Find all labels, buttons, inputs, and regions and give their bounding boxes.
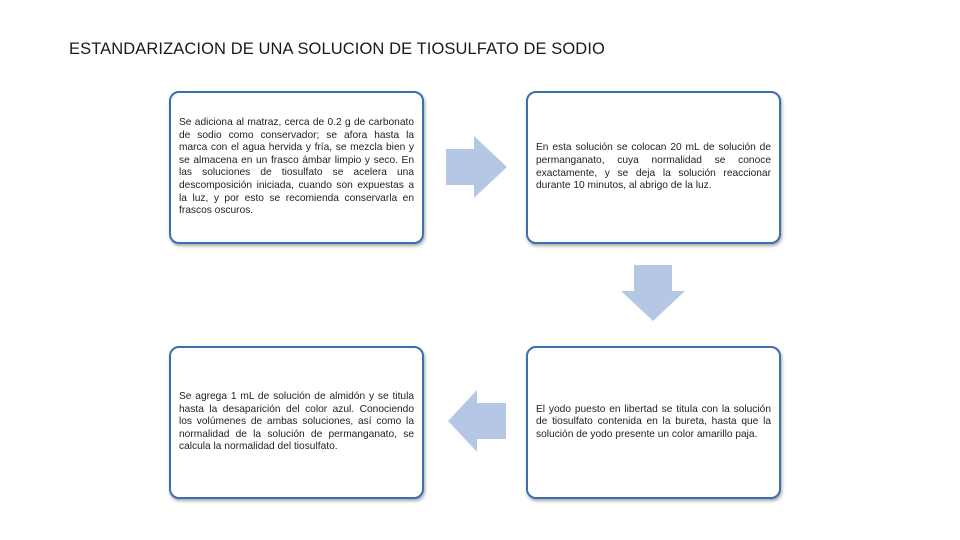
process-step-2 bbox=[526, 91, 781, 244]
arrow-right-shape bbox=[446, 136, 507, 198]
process-step-1-text: Se adiciona al matraz, cerca de 0.2 g de carbonato de sodio como conservador; se afora hasta la marca con el agua hervida y fría, se mezcla bien y se almacena en un frasco ámbar limpio y seco. En las soluciones de tiosulfato se acelera una descomposición iniciada, cuando son expuestas a la luz, y por esto se recomienda conservarla en frascos oscuros. bbox=[179, 117, 414, 217]
arrow-left-icon bbox=[447, 389, 507, 453]
arrow-left-shape bbox=[448, 390, 506, 452]
process-step-3-text: El yodo puesto en libertad se titula con la solución de tiosulfato contenida en la bureta, hasta que la solución de yodo presente un color amarillo paja. bbox=[536, 403, 771, 440]
process-step-2-text: En esta solución se colocan 20 mL de solución de permanganato, cuya normalidad se conoce exactamente, y se deja la solución reaccionar durante 10 minutos, al abrigo de la luz. bbox=[536, 142, 771, 192]
process-step-4 bbox=[169, 346, 424, 499]
process-step-4-text: Se agrega 1 mL de solución de almidón y se titula hasta la desaparición del color azul. Conociendo los volúmenes de ambas soluciones, así como la normalidad de la solución de permanganato, se calcula la normalidad del tiosulfato. bbox=[179, 391, 414, 453]
process-step-1 bbox=[169, 91, 424, 244]
arrow-down-shape bbox=[621, 265, 685, 321]
arrow-right-icon bbox=[444, 135, 508, 199]
arrow-down-icon bbox=[620, 264, 686, 322]
process-step-3 bbox=[526, 346, 781, 499]
page-title: ESTANDARIZACION DE UNA SOLUCION DE TIOSULFATO DE SODIO bbox=[69, 40, 605, 58]
